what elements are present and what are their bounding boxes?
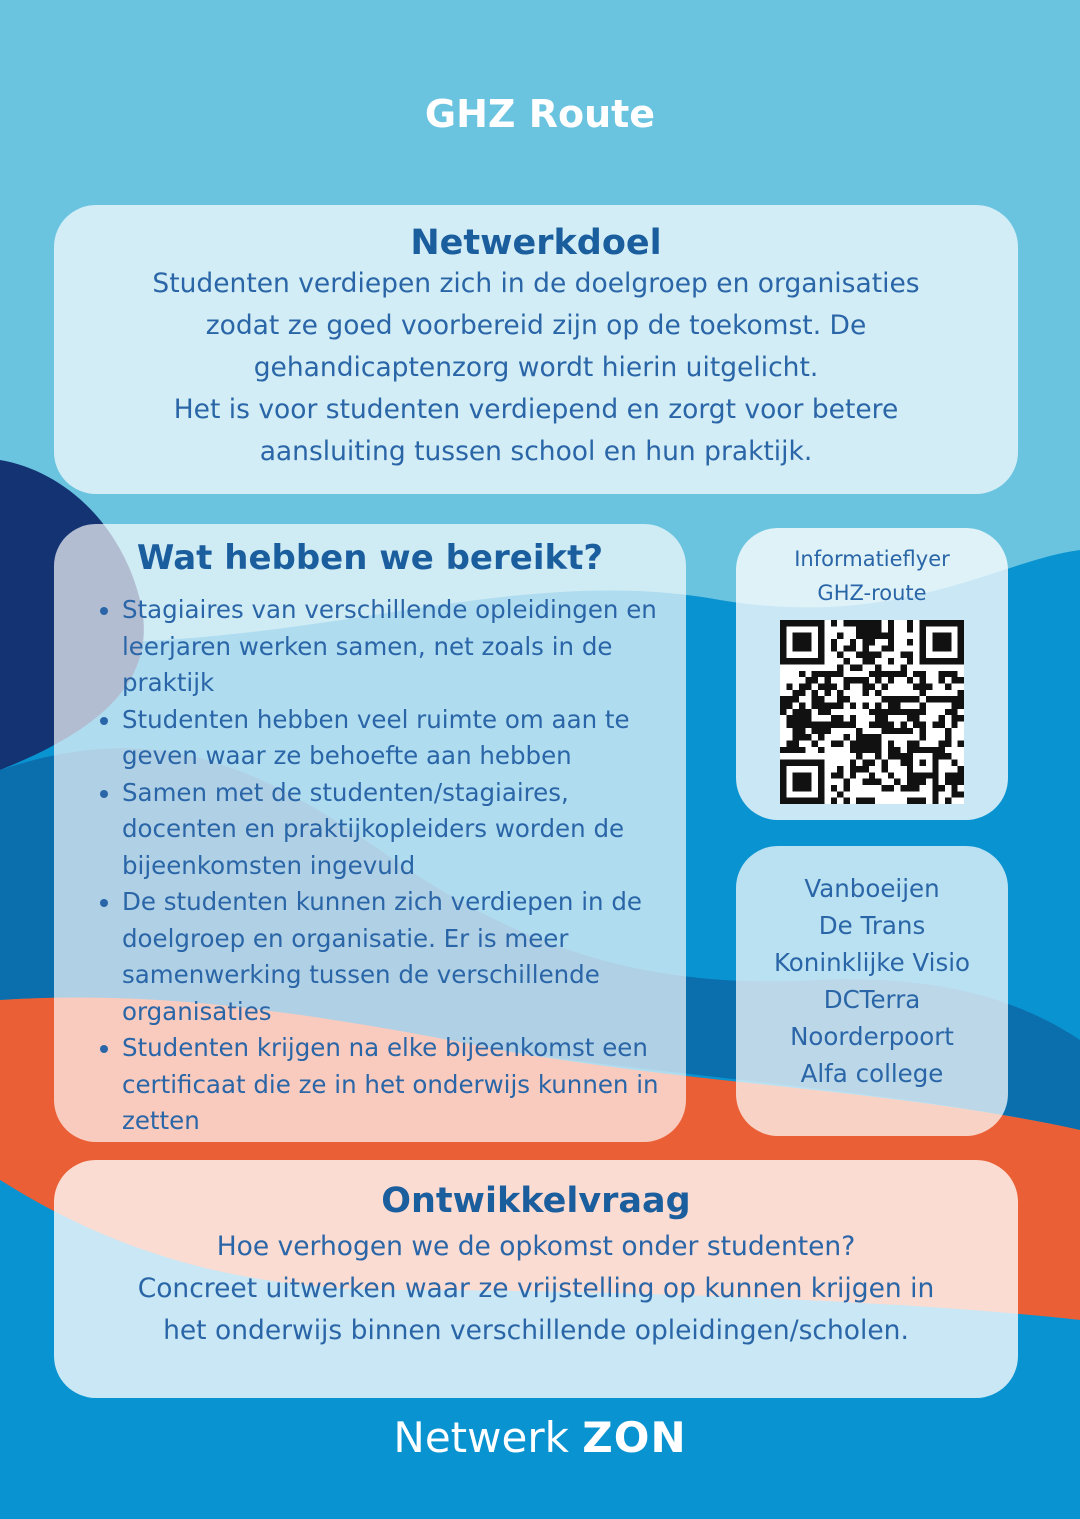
netwerk-zon-logo [0, 1413, 1080, 1462]
netwerkdoel-line: Studenten verdiepen zich in de doelgroep en organisaties [152, 268, 920, 299]
netwerkdoel-heading: Netwerkdoel [410, 223, 662, 263]
organisation-name: DCTerra [823, 985, 921, 1014]
logo-brand: ZON [582, 1413, 687, 1462]
netwerkdoel-line: gehandicaptenzorg wordt hierin uitgelicht. [253, 352, 819, 383]
ontwikkelvraag-line: Hoe verhogen we de opkomst onder studenten? [216, 1231, 856, 1262]
organisation-name: Alfa college [800, 1059, 944, 1088]
logo-word: Netwerk [393, 1413, 569, 1462]
netwerkdoel-line: Het is voor studenten verdiepend en zorgt voor betere [173, 394, 899, 425]
netwerkdoel-card [54, 205, 1018, 494]
ontwikkelvraag-text [54, 1226, 1018, 1352]
netwerkdoel-line: zodat ze goed voorbereid zijn op de toekomst. De [205, 310, 867, 341]
list-item: • De studenten kunnen zich verdiepen in de doelgroep en organisatie. Er is meer samenwerking tussen de verschillende organisaties [122, 884, 666, 1030]
flyer-caption: Informatieflyer [794, 547, 950, 571]
ontwikkelvraag-card [54, 1160, 1018, 1398]
page-title: GHZ Route [424, 92, 656, 136]
bereikt-heading: Wat hebben we bereikt? [136, 538, 604, 578]
organisaties-card [736, 846, 1008, 1136]
list-item: • Studenten hebben veel ruimte om aan te geven waar ze behoefte aan hebben [122, 702, 666, 775]
netwerkdoel-line: aansluiting tussen school en hun praktijk. [259, 436, 813, 467]
organisation-name: Noorderpoort [790, 1022, 954, 1051]
ontwikkelvraag-heading: Ontwikkelvraag [381, 1181, 691, 1221]
bereikt-list [54, 592, 686, 1140]
ontwikkelvraag-line: het onderwijs binnen verschillende opleidingen/scholen. [163, 1315, 909, 1346]
ontwikkelvraag-line: Concreet uitwerken waar ze vrijstelling op kunnen krijgen in [137, 1273, 935, 1304]
list-item: • Studenten krijgen na elke bijeenkomst een certificaat die ze in het onderwijs kunnen in zetten [122, 1030, 666, 1140]
organisation-name: De Trans [818, 911, 926, 940]
bereikt-card [54, 524, 686, 1142]
qr-code-icon[interactable] [780, 620, 964, 804]
organisation-name: Vanboeijen [804, 874, 940, 903]
flyer-card [736, 528, 1008, 820]
list-item: • Samen met de studenten/stagiaires, docenten en praktijkopleiders worden de bijeenkomsten ingevuld [122, 775, 666, 885]
netwerkdoel-text [54, 263, 1018, 473]
flyer-caption-sub: GHZ-route [817, 581, 927, 605]
organisation-name: Koninklijke Visio [773, 948, 971, 977]
list-item: • Stagiaires van verschillende opleidingen en leerjaren werken samen, net zoals in de praktijk [122, 592, 666, 702]
